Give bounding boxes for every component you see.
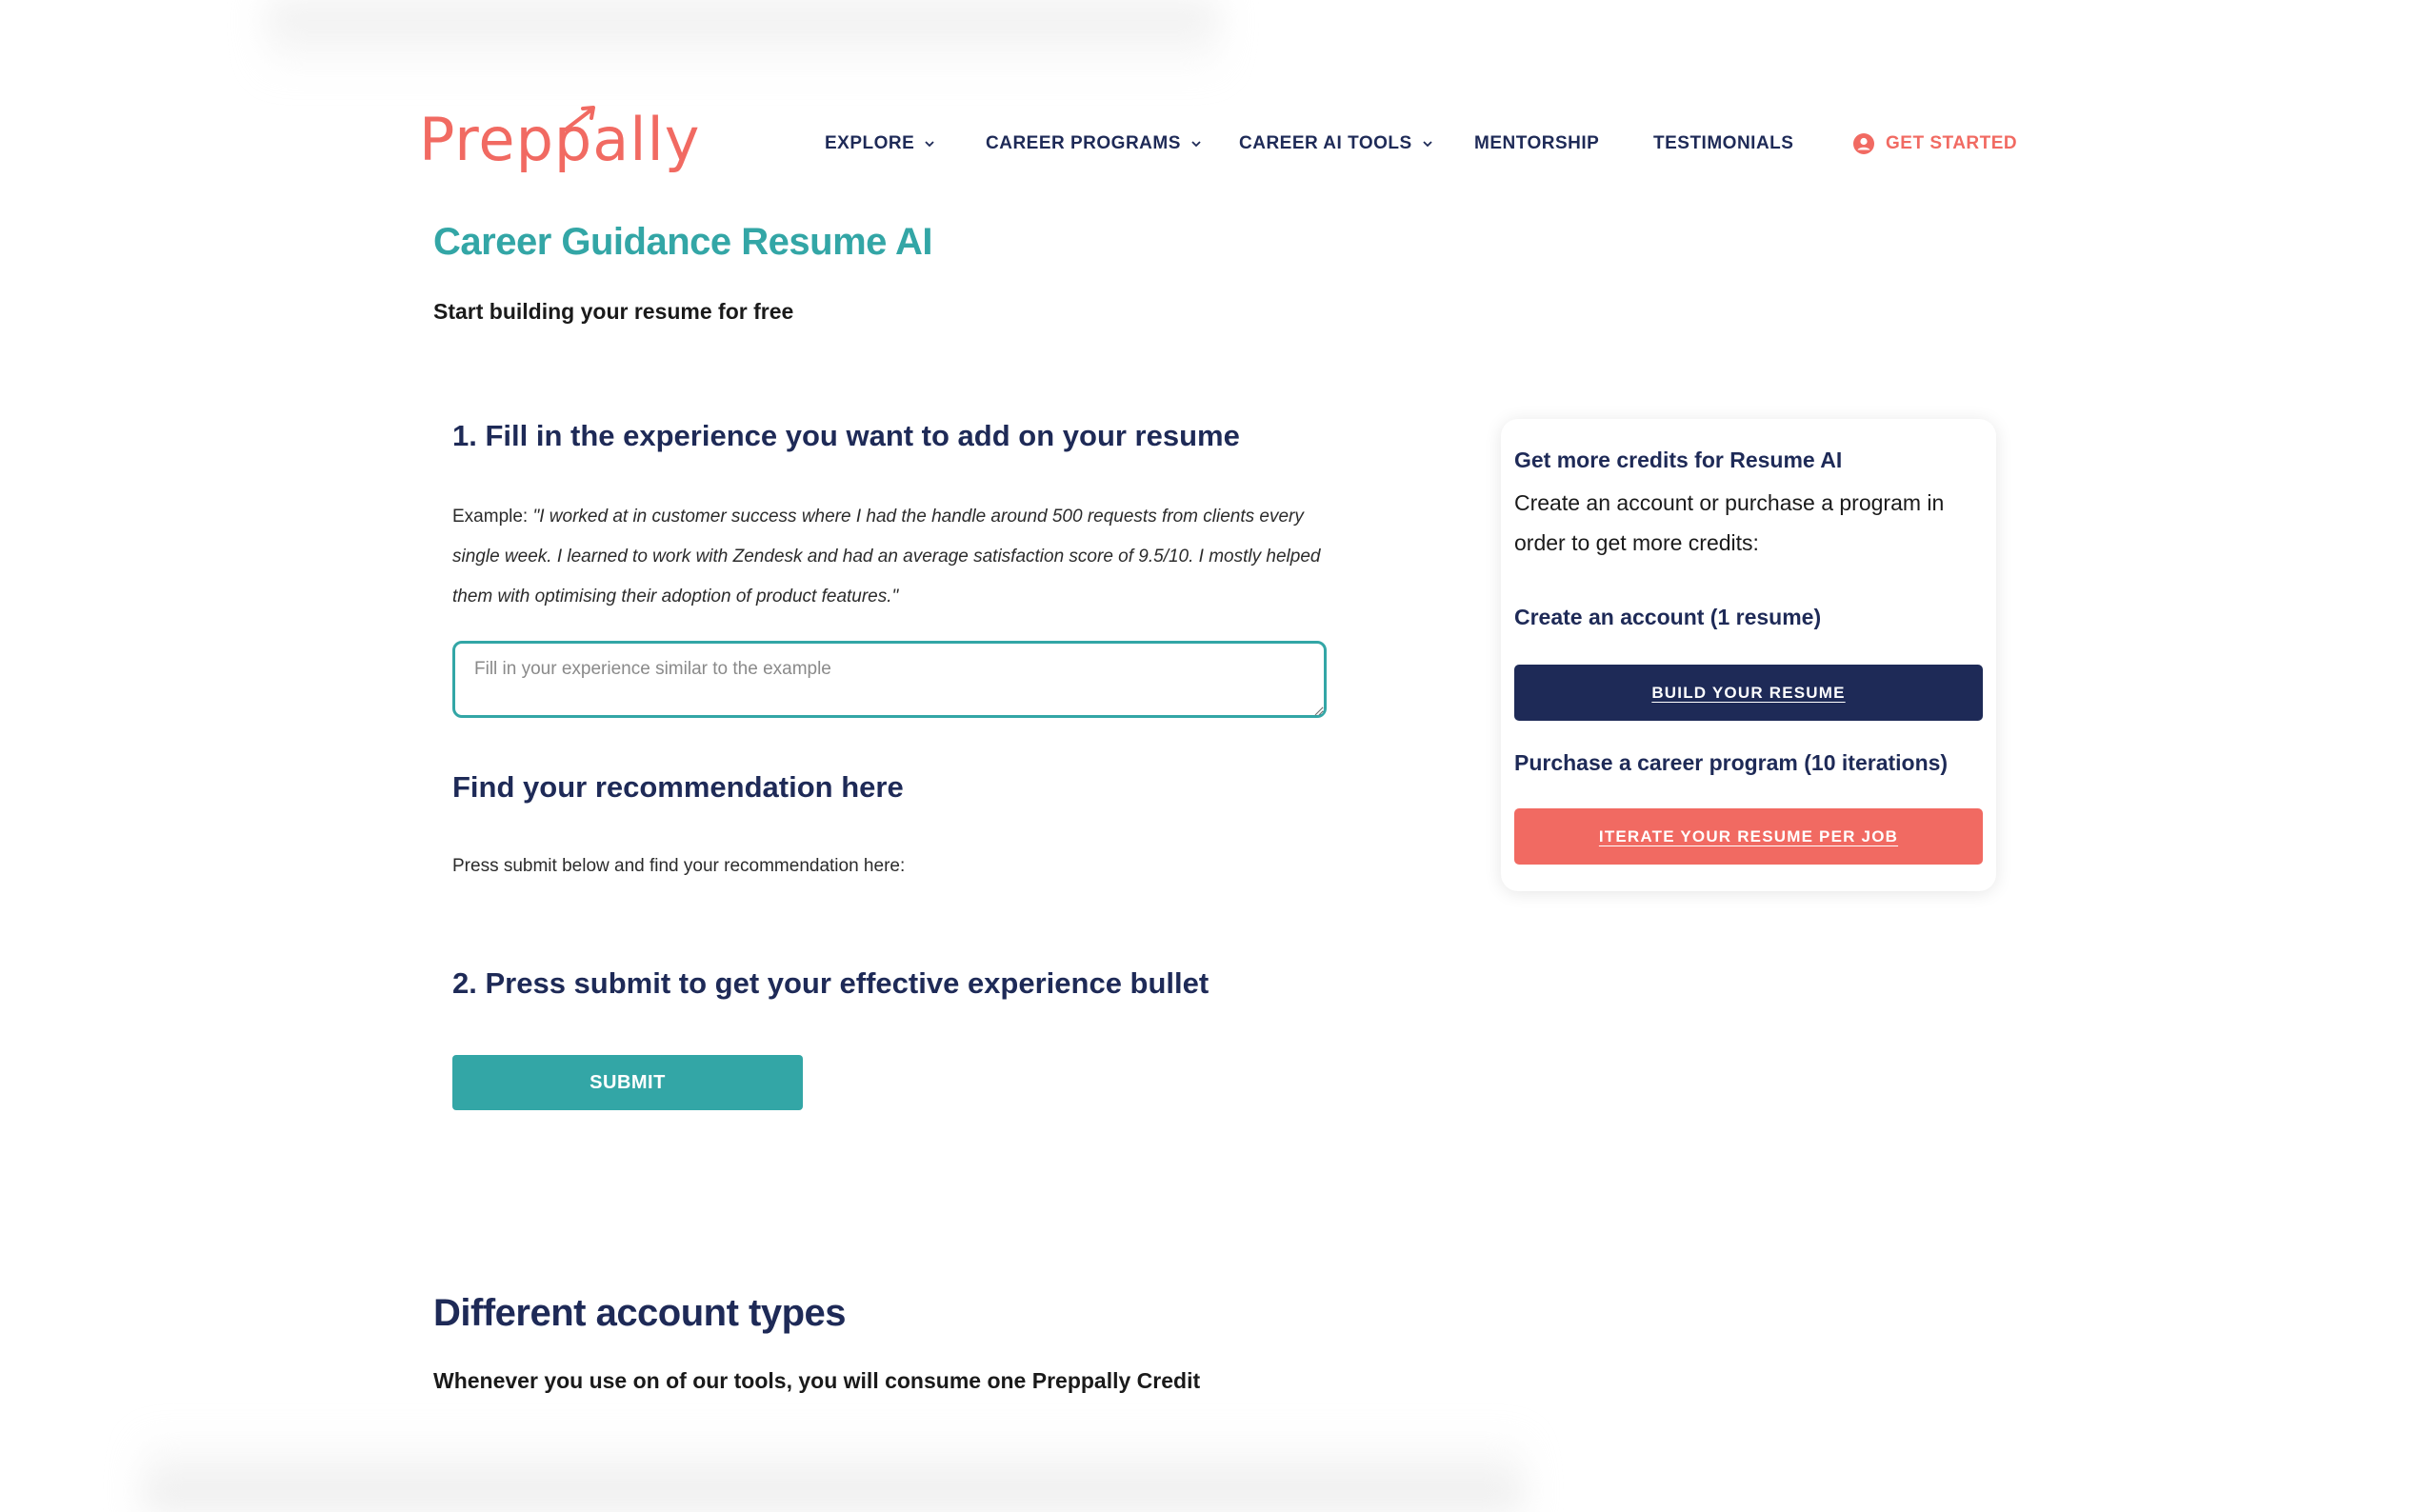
example-label: Example: bbox=[452, 507, 533, 527]
bottom-fade bbox=[143, 1433, 1524, 1512]
user-circle-icon bbox=[1853, 133, 1874, 154]
nav-career-programs-label: CAREER PROGRAMS bbox=[986, 133, 1181, 153]
nav-testimonials[interactable] bbox=[1653, 133, 1793, 154]
credits-card-title: Get more credits for Resume AI bbox=[1514, 448, 1843, 472]
chevron-down-icon bbox=[1190, 138, 1202, 149]
resize-grip-icon[interactable] bbox=[1312, 705, 1324, 716]
credits-card-text: Create an account or purchase a program in order to get more credits: bbox=[1514, 490, 1945, 555]
preppally-logo[interactable] bbox=[419, 105, 701, 174]
logo-text: Preppally bbox=[419, 105, 701, 174]
page-title: Career Guidance Resume AI bbox=[433, 221, 933, 263]
recommendation-text: Press submit below and find your recommendation here: bbox=[452, 856, 906, 876]
chevron-down-icon bbox=[1422, 138, 1433, 149]
step1-heading: 1. Fill in the experience you want to add on your resume bbox=[452, 419, 1240, 452]
get-started-label: GET STARTED bbox=[1886, 133, 2018, 153]
nav-explore-label: EXPLORE bbox=[825, 133, 915, 153]
nav-testimonials-label: TESTIMONIALS bbox=[1653, 133, 1794, 153]
purchase-program-label: Purchase a career program (10 iterations) bbox=[1514, 750, 1949, 775]
nav-career-ai-tools[interactable] bbox=[1239, 133, 1433, 154]
top-fade bbox=[267, 0, 1219, 76]
account-types-text: Whenever you use on of our tools, you will consume one Preppally Credit bbox=[433, 1368, 1201, 1393]
example-text bbox=[452, 497, 1338, 617]
nav-mentorship-label: MENTORSHIP bbox=[1474, 133, 1600, 153]
get-started-link[interactable] bbox=[1853, 133, 2017, 154]
nav-explore[interactable] bbox=[825, 133, 935, 154]
step2-heading: 2. Press submit to get your effective experience bullet bbox=[452, 966, 1210, 1000]
nav-career-ai-tools-label: CAREER AI TOOLS bbox=[1239, 133, 1412, 153]
recommendation-heading: Find your recommendation here bbox=[452, 770, 904, 804]
nav-career-programs[interactable] bbox=[986, 133, 1202, 154]
build-resume-button[interactable]: BUILD YOUR RESUME bbox=[1514, 665, 1983, 721]
logo-arrow-icon bbox=[562, 105, 600, 133]
chevron-down-icon bbox=[924, 138, 935, 149]
experience-input[interactable] bbox=[452, 641, 1327, 718]
submit-button[interactable]: SUBMIT bbox=[452, 1055, 803, 1110]
create-account-label: Create an account (1 resume) bbox=[1514, 605, 1822, 629]
credits-card bbox=[1501, 419, 1996, 891]
example-quote: "I worked at in customer success where I had the handle around 500 requests from clients every single week. I learned to work with Zendesk and had an average satisfaction score of 9.5/10. I mostly helped them with optimising their adoption of product features." bbox=[452, 507, 1321, 607]
page-subtitle: Start building your resume for free bbox=[433, 299, 794, 324]
nav-mentorship[interactable] bbox=[1474, 133, 1599, 154]
account-types-heading: Different account types bbox=[433, 1292, 847, 1334]
iterate-resume-button[interactable]: ITERATE YOUR RESUME PER JOB bbox=[1514, 808, 1983, 865]
